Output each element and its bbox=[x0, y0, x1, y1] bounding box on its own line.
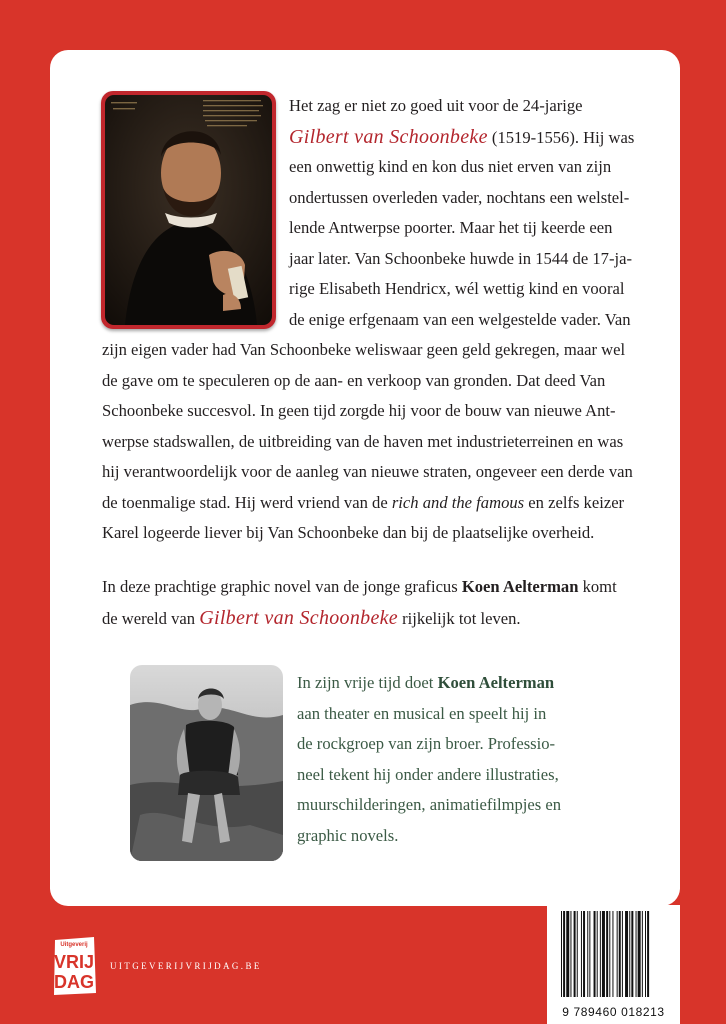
portrait-gilbert-van-schoonbeke bbox=[101, 91, 276, 329]
body-line-1: zijn eigen vader had Van Schoonbeke weliswaar geen geld gekregen, maar wel bbox=[102, 340, 626, 359]
author-photo bbox=[130, 665, 283, 861]
barcode-number: 9 789460 018213 bbox=[562, 1005, 665, 1019]
novel-line-2: de wereld van Gilbert van Schoonbeke rijkelijk tot leven. bbox=[102, 607, 521, 629]
intro-line-8: de enige erfgenaam van een welgestelde vader. Van bbox=[289, 310, 631, 329]
isbn-barcode bbox=[547, 905, 680, 1024]
body-line-3: Schoonbeke succesvol. In geen tijd zorgde hij voor de bouw van nieuwe Ant- bbox=[102, 401, 616, 420]
svg-text:DAG: DAG bbox=[54, 972, 94, 992]
highlight-name-gilbert-2: Gilbert van Schoonbeke bbox=[199, 607, 398, 629]
body-line-2: de gave om te speculeren op de aan- en verkoop van gronden. Dat deed Van bbox=[102, 371, 606, 390]
publisher-logo bbox=[52, 935, 97, 997]
author-bio bbox=[297, 668, 561, 851]
highlight-name-gilbert: Gilbert van Schoonbeke bbox=[289, 126, 488, 148]
intro-line-5: lende Antwerpse poorter. Maar het tij keerde een bbox=[289, 218, 613, 237]
intro-line-7: rige Elisabeth Hendricx, wél wettig kind en vooral bbox=[289, 279, 625, 298]
intro-line-4: ondertussen overleden vader, nochtans een welstel- bbox=[289, 188, 630, 207]
body-line-5: hij verantwoordelijk voor de aanleg van nieuwe straten, ongeveer een derde van bbox=[102, 462, 633, 481]
svg-text:Uitgeverij: Uitgeverij bbox=[60, 942, 88, 948]
body-line-6: de toenmalige stad. Hij werd vriend van de rich and the famous en zelfs keizer bbox=[102, 493, 625, 512]
publisher-url[interactable]: UITGEVERIJVRIJDAG.BE bbox=[110, 961, 262, 971]
bio-line-1: In zijn vrije tijd doet Koen Aelterman bbox=[297, 673, 555, 692]
body-line-4: werpse stadswallen, de uitbreiding van de haven met industrieterreinen en was bbox=[102, 432, 624, 451]
novel-line-1: In deze prachtige graphic novel van de jonge graficus Koen Aelterman komt bbox=[102, 577, 617, 596]
intro-line-1: Het zag er niet zo goed uit voor de 24-jarige bbox=[289, 96, 583, 115]
bio-line-2: aan theater en musical en speelt hij in bbox=[297, 703, 547, 723]
svg-text:VRIJ: VRIJ bbox=[53, 952, 95, 972]
bio-line-5: muurschilderingen, animatiefilmpjes en bbox=[297, 795, 562, 814]
intro-line-6: jaar later. Van Schoonbeke huwde in 1544 de 17-ja- bbox=[289, 249, 632, 268]
body-line-7: Karel logeerde liever bij Van Schoonbeke dan bij de plaatselijke overheid. bbox=[102, 523, 595, 542]
bio-line-4: neel tekent hij onder andere illustraties, bbox=[297, 764, 559, 784]
bio-line-3: de rockgroep van zijn broer. Professio- bbox=[297, 734, 556, 753]
intro-line-2: Gilbert van Schoonbeke (1519-1556). Hij was bbox=[289, 126, 635, 148]
intro-line-3: een onwettig kind en kon dus niet erven van zijn bbox=[289, 157, 612, 176]
bio-line-6: graphic novels. bbox=[297, 825, 399, 845]
